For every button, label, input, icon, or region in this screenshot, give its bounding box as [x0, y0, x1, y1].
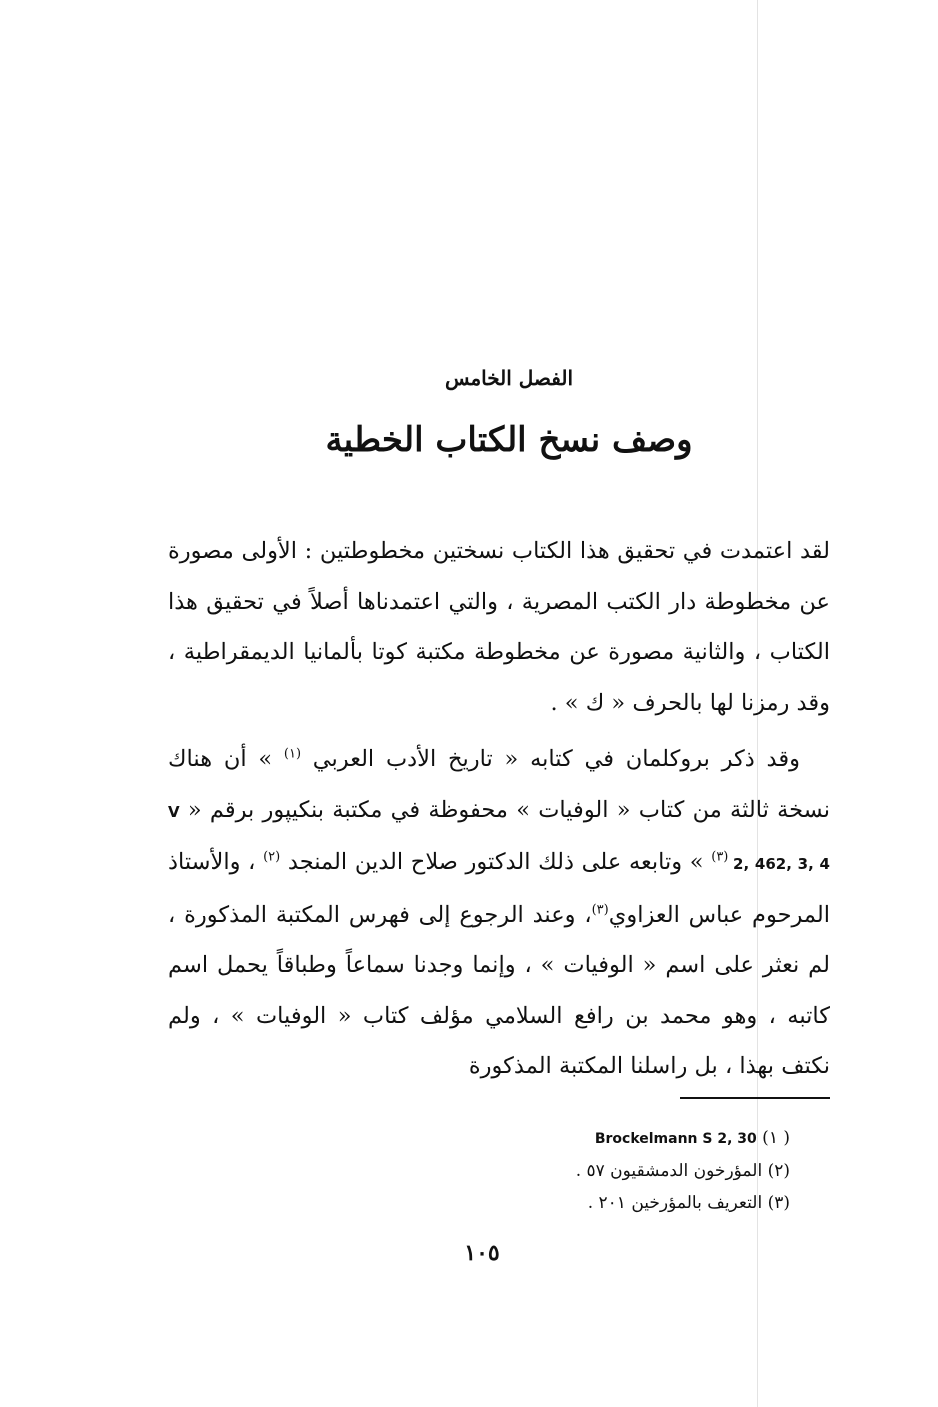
footnote-latin-text: Brockelmann S 2, 30 — [594, 1131, 757, 1147]
body-text — [168, 526, 830, 1092]
paragraph-text: » وتابعه على ذلك الدكتور صلاح الدين المنجد — [280, 849, 712, 875]
footnote-marker: (١) — [283, 746, 302, 762]
page-number: ١٠٥ — [464, 1240, 500, 1266]
paragraph — [168, 734, 830, 1092]
paragraph — [168, 526, 830, 728]
paragraph-text: » أن هناك نسخة ثالثة من كتاب « الوفيات » محفوظة في مكتبة بنكيپور برقم « — [168, 746, 830, 823]
paragraph-text: وقد ذكر بروكلمان في كتابه « تاريخ الأدب العربي — [301, 746, 800, 772]
footnote-number: (٣) — [762, 1193, 790, 1213]
footnote-marker: (٣) — [591, 902, 609, 917]
footnote-number: (٢) — [762, 1161, 790, 1181]
footnote-marker: (٢) — [263, 849, 281, 865]
paragraph-text: ، والأستاذ المرحوم عباس العزاوي — [168, 849, 831, 928]
footnote-text: التعريف بالمؤرخين ٢٠١ . — [587, 1193, 763, 1213]
footnote — [460, 1187, 790, 1219]
paragraph-text: لقد اعتمدت في تحقيق هذا الكتاب نسختين مخطوطتين : الأولى مصورة عن مخطوطة دار الكتب المصرية ، والتي اعتمدناها أصلاً في تحقيق هذا الكتاب ، والثانية مصورة عن مخطوطة مكتبة كوتا بألمانيا الديمقراطية ، وقد رمزنا لها بالحرف « ك » . — [168, 538, 830, 716]
chapter-label: الفصل الخامس — [444, 366, 574, 390]
footnote-marker: (٣) — [711, 849, 734, 865]
paragraph-text: ، وعند الرجوع إلى فهرس المكتبة المذكورة ، لم نعثر على اسم « الوفيات » ، وإنما وجدنا سماعاً وطباقاً يحمل اسم كاتبه ، وهو محمد بن رافع السلامي مؤلف كتاب « الوفيات » ، ولم نكتف بهذا ، بل راسلنا المكتبة المذكورة — [168, 901, 830, 1079]
footnote-text: المؤرخون الدمشقيون ٥٧ . — [575, 1161, 763, 1181]
chapter-title: وصف نسخ الكتاب الخطية — [325, 420, 693, 460]
footnote — [460, 1155, 790, 1187]
footnotes — [460, 1122, 790, 1219]
footnote-number: ( ١) — [756, 1128, 790, 1148]
footnote-rule — [680, 1097, 830, 1099]
footnote — [460, 1122, 790, 1155]
manuscript-reference: V 2, 462, 3, 4 — [168, 802, 830, 873]
